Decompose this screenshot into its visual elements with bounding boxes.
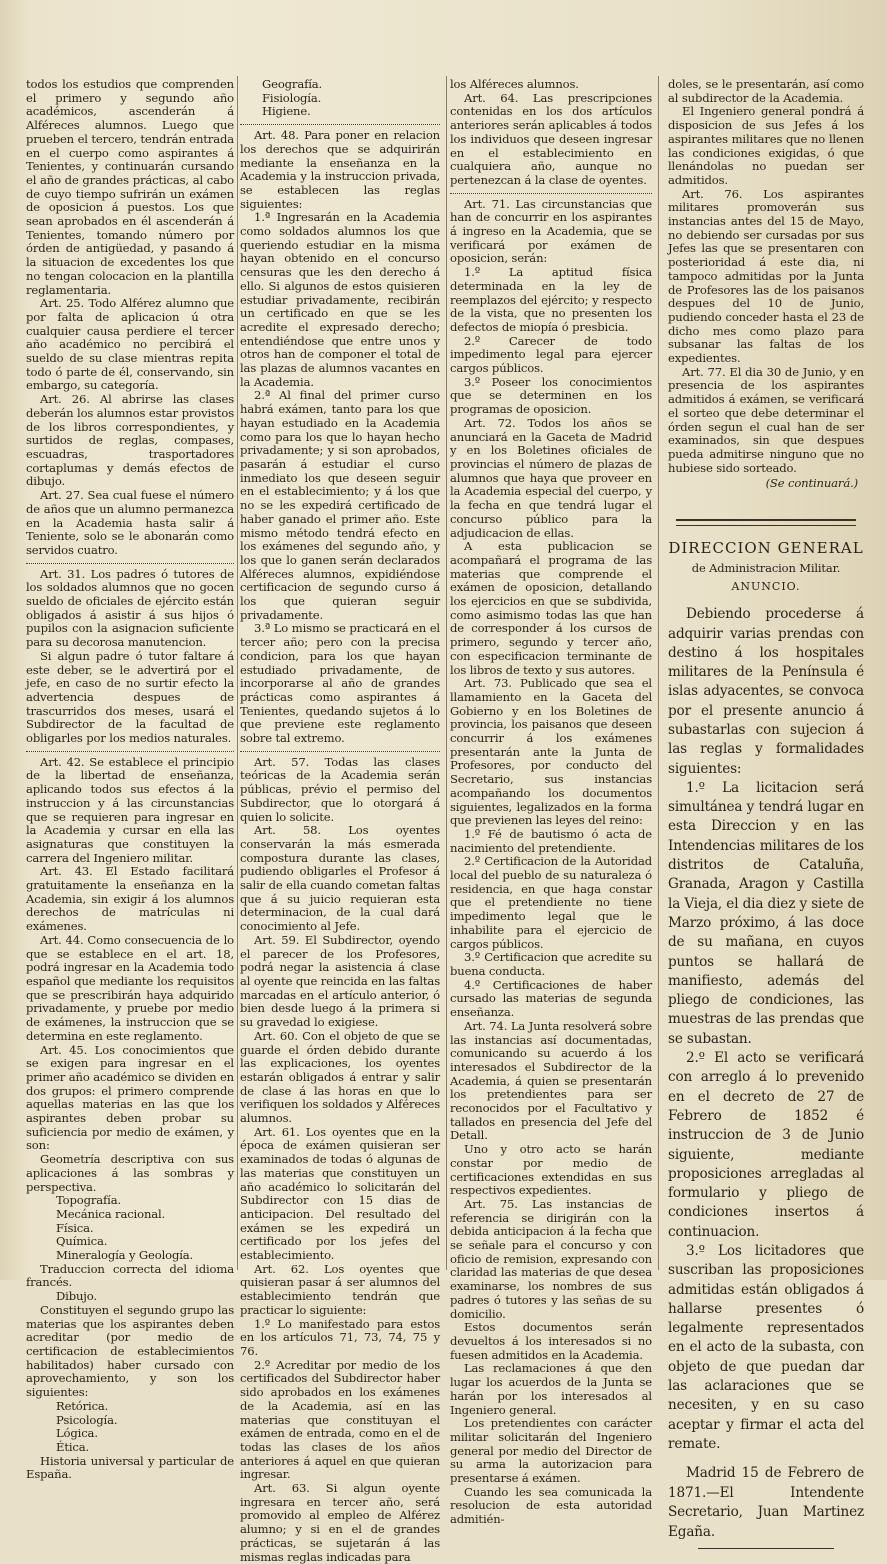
article-25: Art. 25. Todo Alférez alumno que por falta de aplicacion ú otra cualquier causa perdiere el tercer año académico no percibirá el sueldo de su clase mientras repita todo ó parte de él, conservando, sin embargo, su categoría. (26, 296, 234, 393)
article-72: Art. 72. Todos los años se anunciará en la Gaceta de Madrid y en los Boletines oficiales de provincias el número de plazas de alumnos que haya que proveer en la Academia especial del cuerpo, y la fecha en que tendrá lugar el concurso público para la adjudicacion de ellas. (450, 415, 652, 540)
list-item: Mecánica racional. (56, 1206, 166, 1221)
paragraph: Los pretendientes con carácter militar solicitarán del Ingeniero general por medio del Director de su arma la autorizacion para presentarse á exámen. (450, 1416, 652, 1486)
article-77: Art. 77. El dia 30 de Junio, y en presencia de los aspirantes admitidos á exámen, se verificará el sorteo que debe determinar el órden segun el cual han de ser examinados, sin que despues pueda admitirse ninguno que no hubiese sido sorteado. (668, 364, 864, 475)
paragraph: Geometría descriptiva con sus aplicaciones á las sombras y perspectiva. (26, 1152, 234, 1194)
column-rule (446, 76, 447, 1270)
article-59: Art. 59. El Subdirector, oyendo el parecer de los Profesores, podrá negar la asistencia á clase al oyente que reincida en las faltas marcadas en el artículo anterior, ó bien desde luego á la primera si su gravedad lo exigiese. (240, 932, 440, 1030)
article-75: Art. 75. Las instancias de referencia se dirigirán con la debida anticipacion á la fecha que se señale para el concurso y con oficio de remision, expresando con claridad las materias de que desea examinarse, los nombres de sus padres ó tutores y las señas de su domicilio. (450, 1196, 652, 1321)
article-60: Art. 60. Con el objeto de que se guarde el órden debido durante las explicaciones, los oyentes estarán obligados á entrar y salir de clase á las horas en que lo verifiquen los soldados y Alféreces alumnos. (240, 1028, 440, 1126)
list-item: Ética. (56, 1439, 90, 1454)
paragraph: Si algun padre ó tutor faltare á este deber, se le advertirá por el jefe, en caso de no surtir efecto la advertencia despues de trascurridos dos meses, usará el Subdirector de la facultad de obligarles por los medios naturales. (26, 648, 234, 746)
list-item: Psicología. (56, 1412, 118, 1427)
end-rule (698, 1548, 834, 1549)
paragraph: 1.º Fé de bautismo ó acta de nacimiento del pretendiente. (450, 826, 652, 855)
rule-2: 2.ª Al final del primer curso habrá exámen, tanto para los que hayan estudiado en la Academia como para los que lo hayan hecho privadamente; y si son aprobados, pasarán á estudiar el curso inmediato los que deseen seguir en el establecimiento; y á los que no se les expedirá certificado de haber ganado el primer año. Este mismo método tendrá efecto en los exámenes del segundo año, y los que lo ganen serán declarados Alféreces alumnos, expidiéndose certificacion de segundo curso á los que quieran seguir privadamente. (240, 388, 440, 622)
article-64: Art. 64. Las prescripciones contenidas en los dos artículos anteriores serán aplicables á todos los individuos que deseen ingresar en el establecimiento en cualquiera año, aunque no pertenezcan á la clase de oyentes. (450, 90, 652, 187)
paragraph: 1.º La aptitud física determinada en la ley de reemplazos del ejército; y respecto de la vista, que no presenten los defectos de miopía ó presbicia. (450, 265, 652, 334)
list-item: Retórica. (56, 1398, 109, 1413)
article-58: Art. 58. Los oyentes conservarán la más esmerada compostura durante las clases, pudiendo obligarles el Profesor á salir de ella cuando cometan faltas que á su juicio requieran esta determinacion, de la cual dará conocimiento al Jefe. (240, 823, 441, 934)
column-2 (240, 77, 441, 1564)
column-rule (237, 76, 238, 1270)
paragraph: 2.º Certificacion de la Autoridad local del pueblo de su naturaleza ó residencia, en que haga constar que el pretendiente no tiene impedimento legal que le inhabilite para el ejercicio de cargos públicos. (450, 854, 652, 951)
column-4 (668, 77, 864, 1540)
list-item: Lógica. (56, 1426, 98, 1441)
paragraph: Cuando les sea comunicada la resolucion de esta autoridad admitién- (450, 1484, 652, 1527)
paragraph: 1.º Lo manifestado para estos en los artículos 71, 73, 74, 75 y 76. (240, 1316, 440, 1358)
paragraph: Debiendo procederse á adquirir varias prendas con destino á los hospitales militares de la Península é islas adyacentes, se convoca por el presente anuncio á subastarlas con sujecion á las reglas y formalidades siguientes: (668, 606, 864, 777)
rule-3: 3.ª Lo mismo se practicará en el tercer año; pero con la precisa condicion, para los que hayan estudiado privadamente, de incorporarse al año de grandes prácticas como aspirantes á Tenientes, quedando sujetos á lo que previene este reglamento sobre tal extremo. (240, 621, 440, 746)
dotted-divider (240, 124, 440, 125)
article-73: Art. 73. Publicado que sea el llamamiento en la Gaceta del Gobierno y en los Boletines de provincia, los paisanos que deseen concurrir á los exámenes presentarán ante la Junta de Profesores, por conducto del Secretario, sus instancias acompañando los documentos siguientes, legalizados en la forma que previenen las leyes del reino: (450, 676, 652, 828)
paragraph: todos los estudios que comprenden el primero y segundo año académicos, ascenderán á Alféreces alumnos. Luego que prueben el tercero, tendrán entrada en el cuerpo como aspirantes á Tenientes, y continuarán cursando el año de grandes prácticas, al cabo de cuyo tiempo sufrirán un exámen de oposicion á puestos. Los que sean aprobados en él ascenderán á Tenientes, tomando número por órden de antigüedad, y pasando á la situacion de excedentes los que no tengan colocacion en la plantilla reglamentaria. (26, 77, 234, 297)
list-item: Fisiología. (262, 90, 322, 105)
article-43: Art. 43. El Estado facilitará gratuitamente la enseñanza en la Academia, sin exigir á los alumnos derechos de matrículas ni exámenes. (26, 864, 234, 934)
dotted-divider (240, 751, 440, 752)
list-item: Topografía. (56, 1193, 122, 1208)
section-subheading: de Administracion Militar. (691, 560, 841, 575)
section-heading: DIRECCION GENERAL (668, 539, 864, 558)
article-42: Art. 42. Se establece el principio de la libertad de enseñanza, aplicando todos sus efectos á la instruccion y á las circunstancias que se requieren para ingresar en la Academia y cursar en ella las asignaturas que constituyen la carrera del Ingeniero militar. (26, 754, 234, 865)
column-1 (26, 77, 234, 1482)
dotted-divider (450, 193, 652, 194)
article-26: Art. 26. Al abrirse las clases deberán los alumnos estar provistos de los libros correspondientes, y surtidos de reglas, compases, escuadras, trasportadores cortaplumas y demás efectos de dibujo. (26, 392, 234, 489)
announcement-body (668, 605, 864, 1454)
paragraph: 2.º Acreditar por medio de los certificados del Subdirector haber sido aprobados en los exámenes de la Academia, así en las materias que constituyan el exámen de entrada, como en el de todas las clases de los años anteriores á aquel en que quieran ingresar. (240, 1357, 440, 1482)
paragraph: Las reclamaciones á que den lugar los acuerdos de la Junta se harán por los interesados al Ingeniero general. (450, 1361, 652, 1417)
article-27: Art. 27. Sea cual fuese el número de años que un alumno permanezca en la Academia hasta salir á Teniente, solo se le abonarán como servidos cuatro. (26, 488, 234, 557)
paragraph: 2.º El acto se verificará con arreglo á lo prevenido en el decreto de 27 de Febrero de 1852 é instruccion de 3 de Junio siguiente, mediante proposiciones arregladas al formulario y pliego de condiciones insertos á continuacion. (668, 1050, 864, 1240)
list-item: Química. (56, 1234, 108, 1249)
paragraph: doles, se le presentarán, así como al subdirector de la Academia. (668, 77, 864, 105)
paragraph: 4.º Certificaciones de haber cursado las materias de segunda enseñanza. (450, 977, 652, 1020)
article-63: Art. 63. Si algun oyente ingresara en tercer año, será promovido al empleo de Alférez alumno; y si en el de grandes prácticas, se sujetarán á las mismas reglas indicadas para (240, 1481, 440, 1564)
column-rule (658, 76, 659, 1270)
paragraph: Historia universal y particular de España. (26, 1453, 234, 1482)
list-item: Dibujo. (56, 1289, 97, 1304)
paragraph: 3.º Poseer los conocimientos que se determinen en los programas de oposicion. (450, 374, 652, 417)
article-74: Art. 74. La Junta resolverá sobre las instancias así documentadas, comunicando su acuerdo á los interesados el Subdirector de la Academia, á quien se presentarán los pretendientes para ser reconocidos por el Facultativo y tallados en presencia del Jefe del Detall. (450, 1018, 652, 1143)
paragraph: El Ingeniero general pondrá á disposicion de sus Jefes á los aspirantes militares que no llenen las condiciones exigidas, ó que llenándolas no puedan ser admitidos. (668, 104, 864, 187)
paragraph: A esta publicacion se acompañará el programa de las materias que comprende el exámen de oposicion, detallando los ejercicios en que se subdivida, como asimismo todas las que han de corresponder á los cursos de primero, segundo y tercer año, con especificacion terminante de los libros de texto y sus autores. (450, 539, 652, 677)
rule-1: 1.ª Ingresarán en la Academia como soldados alumnos los que queriendo estudiar en la misma hayan obtenido en el concurso censuras que les den derecho á ello. Si algunos de estos quisieren estudiar privadamente, recibirán un certificado en que se les acredite el expresado derecho; entendiéndose que entre unos y otros han de componer el total de las plazas de alumnos vacantes en la Academia. (240, 210, 440, 389)
paragraph: 3.º Certificacion que acredite su buena conducta. (450, 950, 652, 978)
signature: Madrid 15 de Febrero de 1871.—El Intendente Secretario, Juan Martinez Egaña. (668, 1465, 864, 1540)
article-76: Art. 76. Los aspirantes militares promoverán sus instancias antes del 15 de Mayo, no debiendo ser cursadas por sus Jefes las que se presentaren con posterioridad á este dia, ni tampoco admitidas por la Junta de Profesores las de los paisanos despues del 10 de Junio, pudiendo conceder hasta el 23 de dicho mes como plazo para subsanar las faltas de los expedientes. (668, 186, 864, 366)
article-31: Art. 31. Los padres ó tutores de los soldados alumnos que no gocen sueldo de oficiales de ejército están obligados á asistir á sus hijos ó pupilos con la asignacion suficiente para su decorosa manutencion. (26, 566, 234, 650)
list-item: Mineralogía y Geología. (56, 1248, 194, 1263)
subject-list (26, 1400, 234, 1455)
list-item: Física. (56, 1220, 94, 1235)
subject-list (240, 78, 440, 119)
column-3 (450, 77, 652, 1527)
article-48: Art. 48. Para poner en relacion los derechos que se adquirirán mediante la enseñanza en la Academia y la instruccion privada, se establecen las reglas siguientes: (240, 128, 440, 211)
paragraph: Estos documentos serán devueltos á los interesados si no fuesen admitidos en la Academia. (450, 1320, 652, 1362)
subject-list (26, 1290, 234, 1304)
announcement-label: ANUNCIO. (731, 579, 801, 593)
paragraph: Uno y otro acto se harán constar por medio de certificaciones extendidas en sus respectivos expedientes. (450, 1142, 652, 1198)
paragraph: 1.º La licitacion será simultánea y tendrá lugar en esta Direccion y en las Intendencias militares de los distritos de Cataluña, Granada, Aragon y Castilla la Vieja, el dia diez y siete de Marzo próximo, á las doce de su mañana, en cuyos puntos se hallará de manifiesto, además del pliego de condiciones, las muestras de las prendas que se subastan. (668, 779, 864, 1047)
article-62: Art. 62. Los oyentes que quisieran pasar á ser alumnos del establecimiento tendrán que practicar lo siguiente: (240, 1261, 440, 1317)
section-divider (676, 519, 856, 521)
article-45: Art. 45. Los conocimientos que se exigen para ingresar en el primer año académico se dividen en dos grupos: el primero comprende aquellas materias en las que los aspirantes deben probar su suficiencia por medio de exámen, y son: (26, 1042, 234, 1153)
section-divider (676, 525, 856, 526)
article-61: Art. 61. Los oyentes que en la época de exámen quisieran ser examinados de todas ó algunas de las materias que constituyen un año académico lo solicitarán del Subdirector con 15 dias de anticipacion. Del resultado del exámen se les expedirá un certificado por los jefes del establecimiento. (240, 1124, 440, 1263)
paragraph: Constituyen el segundo grupo las materias que los aspirantes deben acreditar (por medio de certificacion de establecimientos habilitados) haber cursado con aprovechamiento, y son los siguientes: (26, 1302, 234, 1400)
list-item: Higiene. (262, 104, 311, 119)
list-item: Geografía. (262, 77, 323, 91)
subject-list (26, 1194, 234, 1263)
dotted-divider (26, 751, 234, 752)
paragraph: 2.º Carecer de todo impedimento legal para ejercer cargos públicos. (450, 333, 652, 376)
article-71: Art. 71. Las circunstancias que han de concurrir en los aspirantes á ingreso en la Academia, que se verificará por exámen de oposicion, serán: (450, 196, 652, 266)
paragraph: los Alféreces alumnos. (450, 77, 579, 91)
article-44: Art. 44. Como consecuencia de lo que se establece en el art. 18, podrá ingresar en la Academia todo español que mediante los requisitos que se prescribirán haya adquirido privadamente, y pruebe por medio de exámenes, la instruccion que se determina en este reglamento. (26, 932, 234, 1043)
continuation-note: (Se continuará.) (765, 476, 858, 491)
paragraph: Traduccion correcta del idioma francés. (26, 1261, 234, 1290)
paragraph: 3.º Los licitadores que suscriban las proposiciones admitidas están obligados á hallarse presentes ó legalmente representados en el acto de la subasta, con objeto de que puedan dar las aclaraciones que se necesiten, y en su caso aceptar y firmar el acta del remate. (668, 1243, 864, 1452)
dotted-divider (26, 563, 234, 564)
article-57: Art. 57. Todas las clases teóricas de la Academia serán públicas, prévio el permiso del Subdirector, que lo otorgará á quien lo solicite. (240, 754, 440, 824)
